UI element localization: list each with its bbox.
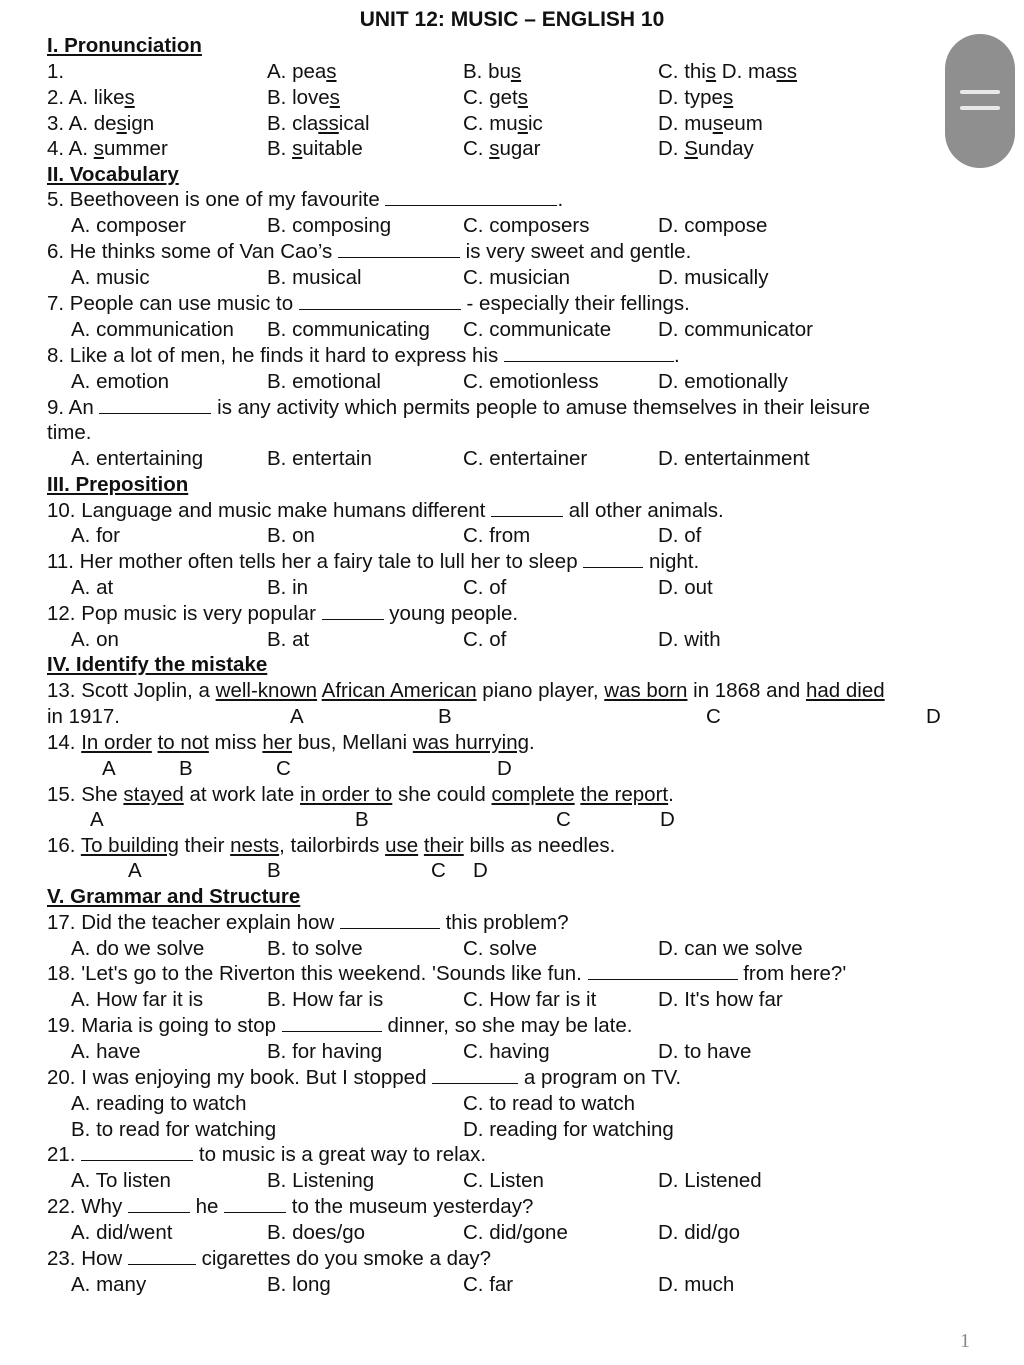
q3-option-d[interactable]: D. museum (658, 112, 763, 135)
q14-label-b: B (179, 757, 193, 780)
q4-option-b[interactable]: B. suitable (267, 137, 363, 160)
q10-option-c[interactable]: C. from (463, 524, 531, 547)
q16-label-b: B (267, 859, 281, 882)
q20-option-b[interactable]: B. to read for watching (71, 1118, 277, 1141)
q17-option-b[interactable]: B. to solve (267, 937, 363, 960)
q15-label-b: B (355, 808, 369, 831)
answer-blank[interactable] (322, 602, 384, 620)
answer-blank[interactable] (128, 1195, 190, 1213)
question-19-stem: 19. Maria is going to stop dinner, so she may be late. (47, 1014, 633, 1037)
q23-option-d[interactable]: D. much (658, 1273, 735, 1296)
q1-option-c-d[interactable]: C. this D. mass (658, 60, 797, 83)
q14-part-d[interactable]: was hurrying (412, 731, 530, 754)
q12-option-c[interactable]: C. of (463, 628, 507, 651)
q21-option-b[interactable]: B. Listening (267, 1169, 375, 1192)
q11-option-b[interactable]: B. in (267, 576, 309, 599)
answer-blank[interactable] (432, 1066, 518, 1084)
question-15-stem: 15. She stayed at work late in order to she could complete the report. (47, 783, 674, 806)
q16-label-a: A (128, 859, 142, 882)
question-13-continuation: in 1917. (47, 705, 120, 728)
q6-option-b[interactable]: B. musical (267, 266, 362, 289)
q17-option-d[interactable]: D. can we solve (658, 937, 803, 960)
q2-option-a[interactable]: 2. A. likes (47, 86, 135, 109)
question-16-stem: 16. To building their nests, tailorbirds use their bills as needles. (47, 834, 616, 857)
question-13-stem: 13. Scott Joplin, a well-known African American piano player, was born in 1868 and had died (47, 679, 885, 702)
q1-option-a[interactable]: A. peas (267, 60, 337, 83)
q8-option-c[interactable]: C. emotionless (463, 370, 599, 393)
question-1-number: 1. (47, 60, 65, 83)
q23-option-c[interactable]: C. far (463, 1273, 514, 1296)
q15-part-b[interactable]: in order to (300, 783, 393, 806)
q2-option-b[interactable]: B. loves (267, 86, 340, 109)
q14-part-a[interactable]: In order (81, 731, 152, 754)
q17-option-a[interactable]: A. do we solve (71, 937, 205, 960)
q8-option-b[interactable]: B. emotional (267, 370, 381, 393)
section-heading-vocabulary: II. Vocabulary (47, 163, 179, 186)
answer-blank[interactable] (299, 292, 461, 310)
q10-option-d[interactable]: D. of (658, 524, 702, 547)
question-10-stem: 10. Language and music make humans different all other animals. (47, 499, 724, 522)
q11-option-c[interactable]: C. of (463, 576, 507, 599)
q20-option-d[interactable]: D. reading for watching (463, 1118, 674, 1141)
q5-option-c[interactable]: C. composers (463, 214, 590, 237)
q5-option-a[interactable]: A. composer (71, 214, 187, 237)
q15-label-d: D (660, 808, 675, 831)
q20-option-a[interactable]: A. reading to watch (71, 1092, 247, 1115)
q5-option-d[interactable]: D. compose (658, 214, 768, 237)
q12-option-a[interactable]: A. on (71, 628, 119, 651)
q19-option-c[interactable]: C. having (463, 1040, 550, 1063)
q19-option-d[interactable]: D. to have (658, 1040, 752, 1063)
q21-option-a[interactable]: A. To listen (71, 1169, 171, 1192)
answer-blank[interactable] (504, 344, 674, 362)
q4-option-d[interactable]: D. Sunday (658, 137, 754, 160)
q18-option-c[interactable]: C. How far is it (463, 988, 597, 1011)
q23-option-b[interactable]: B. long (267, 1273, 331, 1296)
q15-label-c: C (556, 808, 571, 831)
q9-option-a[interactable]: A. entertaining (71, 447, 204, 470)
page-number: 1 (960, 1330, 970, 1352)
grip-line-icon (960, 106, 1000, 110)
q13-part-a[interactable]: well-known (215, 679, 318, 702)
answer-blank[interactable] (99, 396, 211, 414)
q19-option-b[interactable]: B. for having (267, 1040, 383, 1063)
q2-option-c[interactable]: C. gets (463, 86, 528, 109)
q13-part-d[interactable]: had died (805, 679, 885, 702)
question-18-stem: 18. 'Let's go to the Riverton this weekend. 'Sounds like fun. from here?' (47, 962, 847, 985)
q3-option-b[interactable]: B. classical (267, 112, 370, 135)
question-9-continuation: time. (47, 421, 92, 444)
q11-option-a[interactable]: A. at (71, 576, 114, 599)
section-heading-preposition: III. Preposition (47, 473, 189, 496)
grip-line-icon (960, 90, 1000, 94)
question-21-stem: 21. to music is a great way to relax. (47, 1143, 487, 1166)
q11-option-d[interactable]: D. out (658, 576, 713, 599)
q13-part-b[interactable]: African American (321, 679, 477, 702)
q8-option-d[interactable]: D. emotionally (658, 370, 788, 393)
q16-label-d: D (473, 859, 488, 882)
section-heading-grammar: V. Grammar and Structure (47, 885, 301, 908)
section-heading-identify-mistake: IV. Identify the mistake (47, 653, 268, 676)
q7-option-c[interactable]: C. communicate (463, 318, 612, 341)
q13-label-c: C (706, 705, 721, 728)
q21-option-c[interactable]: C. Listen (463, 1169, 544, 1192)
page-title: UNIT 12: MUSIC – ENGLISH 10 (359, 8, 665, 31)
question-9-stem: 9. An is any activity which permits people to amuse themselves in their leisure (47, 396, 870, 419)
scroll-handle[interactable] (945, 34, 1015, 168)
q12-option-b[interactable]: B. at (267, 628, 310, 651)
q7-option-b[interactable]: B. communicating (267, 318, 430, 341)
q10-option-b[interactable]: B. on (267, 524, 315, 547)
q14-label-a: A (102, 757, 116, 780)
q16-label-c: C (431, 859, 446, 882)
q9-option-d[interactable]: D. entertainment (658, 447, 810, 470)
q13-part-c[interactable]: was born (604, 679, 688, 702)
q9-option-b[interactable]: B. entertain (267, 447, 372, 470)
q22-option-c[interactable]: C. did/gone (463, 1221, 568, 1244)
q14-label-d: D (497, 757, 512, 780)
question-20-stem: 20. I was enjoying my book. But I stopped a program on TV. (47, 1066, 682, 1089)
answer-blank[interactable] (128, 1247, 196, 1265)
answer-blank[interactable] (588, 962, 738, 980)
q7-option-d[interactable]: D. communicator (658, 318, 813, 341)
q20-option-c[interactable]: C. to read to watch (463, 1092, 636, 1115)
section-heading-pronunciation: I. Pronunciation (47, 34, 202, 57)
question-14-stem: 14. In order to not miss her bus, Mellani was hurrying. (47, 731, 535, 754)
q22-option-b[interactable]: B. does/go (267, 1221, 366, 1244)
q16-part-c[interactable]: use (385, 834, 419, 857)
q16-part-b[interactable]: nests (230, 834, 280, 857)
answer-blank[interactable] (282, 1014, 382, 1032)
q22-option-a[interactable]: A. did/went (71, 1221, 173, 1244)
q9-option-c[interactable]: C. entertainer (463, 447, 588, 470)
answer-blank[interactable] (385, 188, 557, 206)
q15-part-c[interactable]: complete (491, 783, 575, 806)
question-8-stem: 8. Like a lot of men, he finds it hard to express his . (47, 344, 680, 367)
answer-blank[interactable] (81, 1143, 193, 1161)
answer-blank[interactable] (224, 1195, 286, 1213)
answer-blank[interactable] (338, 240, 460, 258)
q18-option-b[interactable]: B. How far is (267, 988, 384, 1011)
q4-option-c[interactable]: C. sugar (463, 137, 541, 160)
q15-part-a[interactable]: stayed (123, 783, 184, 806)
q4-option-a[interactable]: 4. A. summer (47, 137, 168, 160)
question-11-stem: 11. Her mother often tells her a fairy tale to lull her to sleep night. (47, 550, 700, 573)
q14-part-c[interactable]: her (262, 731, 293, 754)
question-6-stem: 6. He thinks some of Van Cao’s is very sweet and gentle. (47, 240, 692, 263)
q15-label-a: A (90, 808, 104, 831)
q3-option-c[interactable]: C. music (463, 112, 543, 135)
answer-blank[interactable] (583, 550, 643, 568)
question-5-stem: 5. Beethoveen is one of my favourite . (47, 188, 564, 211)
q7-option-a[interactable]: A. communication (71, 318, 234, 341)
q3-option-a[interactable]: 3. A. design (47, 112, 155, 135)
q2-option-d[interactable]: D. types (658, 86, 734, 109)
q19-option-a[interactable]: A. have (71, 1040, 141, 1063)
q13-label-b: B (438, 705, 452, 728)
q6-option-c[interactable]: C. musician (463, 266, 571, 289)
q8-option-a[interactable]: A. emotion (71, 370, 169, 393)
q10-option-a[interactable]: A. for (71, 524, 120, 547)
q22-option-d[interactable]: D. did/go (658, 1221, 741, 1244)
q1-option-b[interactable]: B. bus (463, 60, 522, 83)
question-12-stem: 12. Pop music is very popular young people. (47, 602, 519, 625)
q17-option-c[interactable]: C. solve (463, 937, 538, 960)
question-23-stem: 23. How cigarettes do you smoke a day? (47, 1247, 492, 1270)
answer-blank[interactable] (491, 499, 563, 517)
q13-label-d: D (926, 705, 941, 728)
question-22-stem: 22. Why he to the museum yesterday? (47, 1195, 534, 1218)
q16-part-d[interactable]: their (423, 834, 464, 857)
question-7-stem: 7. People can use music to - especially their fellings. (47, 292, 690, 315)
q15-part-d[interactable]: the report (580, 783, 669, 806)
q23-option-a[interactable]: A. many (71, 1273, 147, 1296)
q13-label-a: A (290, 705, 304, 728)
q6-option-a[interactable]: A. music (71, 266, 150, 289)
q5-option-b[interactable]: B. composing (267, 214, 392, 237)
q18-option-d[interactable]: D. It's how far (658, 988, 783, 1011)
question-17-stem: 17. Did the teacher explain how this problem? (47, 911, 569, 934)
q14-part-b[interactable]: to not (157, 731, 209, 754)
q6-option-d[interactable]: D. musically (658, 266, 769, 289)
q16-part-a[interactable]: To building (80, 834, 179, 857)
q18-option-a[interactable]: A. How far it is (71, 988, 204, 1011)
q12-option-d[interactable]: D. with (658, 628, 721, 651)
answer-blank[interactable] (340, 911, 440, 929)
q14-label-c: C (276, 757, 291, 780)
q21-option-d[interactable]: D. Listened (658, 1169, 762, 1192)
